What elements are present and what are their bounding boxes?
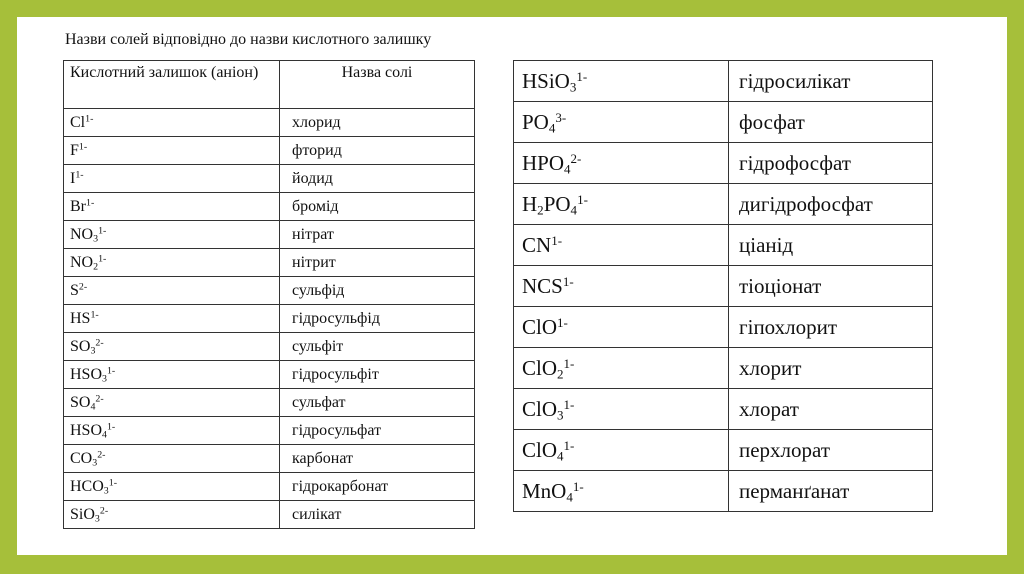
- table-header-row: [64, 61, 475, 109]
- table-row: [64, 165, 475, 193]
- salt-name-cell: перхлорат: [729, 430, 933, 471]
- table-row: [514, 143, 933, 184]
- table-row: [514, 61, 933, 102]
- table-row: [64, 277, 475, 305]
- anion-formula-cell: ClO$^{1-}$: [514, 307, 729, 348]
- anion-formula-cell: $HSO_4^{1-}$: [64, 417, 280, 445]
- table-row: [64, 501, 475, 529]
- salt-name-cell: нітрит: [280, 249, 475, 277]
- salt-name-cell: дигідрофосфат: [729, 184, 933, 225]
- anion-formula-cell: $NCS^{1-}$: [514, 266, 729, 307]
- column-header-anion: Кислотний залишок (аніон): [64, 61, 280, 109]
- salt-name-cell: ціанід: [729, 225, 933, 266]
- anion-formula-cell: $I^{1-}$: [64, 165, 280, 193]
- salt-name-cell: тіоціонат: [729, 266, 933, 307]
- anion-formula-cell: $Cl^{1-}$: [64, 109, 280, 137]
- salt-name-cell: гідросульфіт: [280, 361, 475, 389]
- anion-formula-cell: $H_2PO_4^{1-}$: [514, 184, 729, 225]
- table-row: [514, 225, 933, 266]
- table-row: [64, 333, 475, 361]
- salt-name-cell: сульфат: [280, 389, 475, 417]
- table-row: [64, 305, 475, 333]
- table-row: [514, 389, 933, 430]
- anion-formula-cell: ClO$_3^{1-}$: [514, 389, 729, 430]
- salt-name-cell: гідросульфат: [280, 417, 475, 445]
- anion-formula-cell: $NO_3^{1-}$: [64, 221, 280, 249]
- slide: [17, 17, 1007, 555]
- salt-name-cell: гідросульфід: [280, 305, 475, 333]
- salt-name-cell: гіпохлорит: [729, 307, 933, 348]
- anion-formula-cell: MnO$_4^{1-}$: [514, 471, 729, 512]
- salt-name-cell: нітрат: [280, 221, 475, 249]
- salt-name-cell: гідросилікат: [729, 61, 933, 102]
- salt-name-cell: фосфат: [729, 102, 933, 143]
- salt-name-cell: сульфід: [280, 277, 475, 305]
- anion-formula-cell: $HS^{1-}$: [64, 305, 280, 333]
- table-row: [64, 389, 475, 417]
- table-row: [64, 109, 475, 137]
- table-row: [514, 266, 933, 307]
- salt-name-cell: бромід: [280, 193, 475, 221]
- anion-formula-cell: $S^{2-}$: [64, 277, 280, 305]
- table-row: [64, 445, 475, 473]
- table-row: [64, 361, 475, 389]
- table-row: [64, 473, 475, 501]
- table-row: [64, 137, 475, 165]
- table-body: [514, 61, 933, 512]
- table-row: [514, 430, 933, 471]
- anion-formula-cell: $SO_3^{2-}$: [64, 333, 280, 361]
- table-row: [514, 348, 933, 389]
- anion-formula-cell: $CO_3^{2-}$: [64, 445, 280, 473]
- salt-name-cell: силікат: [280, 501, 475, 529]
- table-row: [64, 417, 475, 445]
- table-row: [514, 184, 933, 225]
- table-row: [64, 221, 475, 249]
- anion-formula-cell: $HSO_3^{1-}$: [64, 361, 280, 389]
- anion-formula-cell: $HCO_3^{1-}$: [64, 473, 280, 501]
- table-row: [514, 307, 933, 348]
- table-row: [64, 249, 475, 277]
- salt-name-cell: хлорат: [729, 389, 933, 430]
- table-row: [514, 102, 933, 143]
- anion-formula-cell: HSiO$_3^{1-}$: [514, 61, 729, 102]
- salt-name-cell: перманґанат: [729, 471, 933, 512]
- salt-name-cell: хлорит: [729, 348, 933, 389]
- anion-formula-cell: $Br^{1-}$: [64, 193, 280, 221]
- anion-formula-cell: ClO$_2^{1-}$: [514, 348, 729, 389]
- salt-name-cell: сульфіт: [280, 333, 475, 361]
- column-header-salt-name: Назва солі: [280, 61, 475, 109]
- table-row: [514, 471, 933, 512]
- page-title: Назви солей відповідно до назви кислотного залишку: [65, 31, 432, 48]
- salt-name-cell: гідрокарбонат: [280, 473, 475, 501]
- salt-name-cell: гідрофосфат: [729, 143, 933, 184]
- anion-formula-cell: $CN^{1-}$: [514, 225, 729, 266]
- anion-formula-cell: ClO$_4^{1-}$: [514, 430, 729, 471]
- anion-formula-cell: SiO$_3^{2-}$: [64, 501, 280, 529]
- table-row: [64, 193, 475, 221]
- salts-table-left: [63, 60, 475, 529]
- anion-formula-cell: $NO_2^{1-}$: [64, 249, 280, 277]
- anion-formula-cell: $HPO_4^{2-}$: [514, 143, 729, 184]
- anion-formula-cell: $PO_4^{3-}$: [514, 102, 729, 143]
- table-body: [64, 109, 475, 529]
- anion-formula-cell: $F^{1-}$: [64, 137, 280, 165]
- anion-formula-cell: $SO_4^{2-}$: [64, 389, 280, 417]
- salt-name-cell: карбонат: [280, 445, 475, 473]
- salts-table-right: [513, 60, 933, 512]
- salt-name-cell: хлорид: [280, 109, 475, 137]
- salt-name-cell: йодид: [280, 165, 475, 193]
- salt-name-cell: фторид: [280, 137, 475, 165]
